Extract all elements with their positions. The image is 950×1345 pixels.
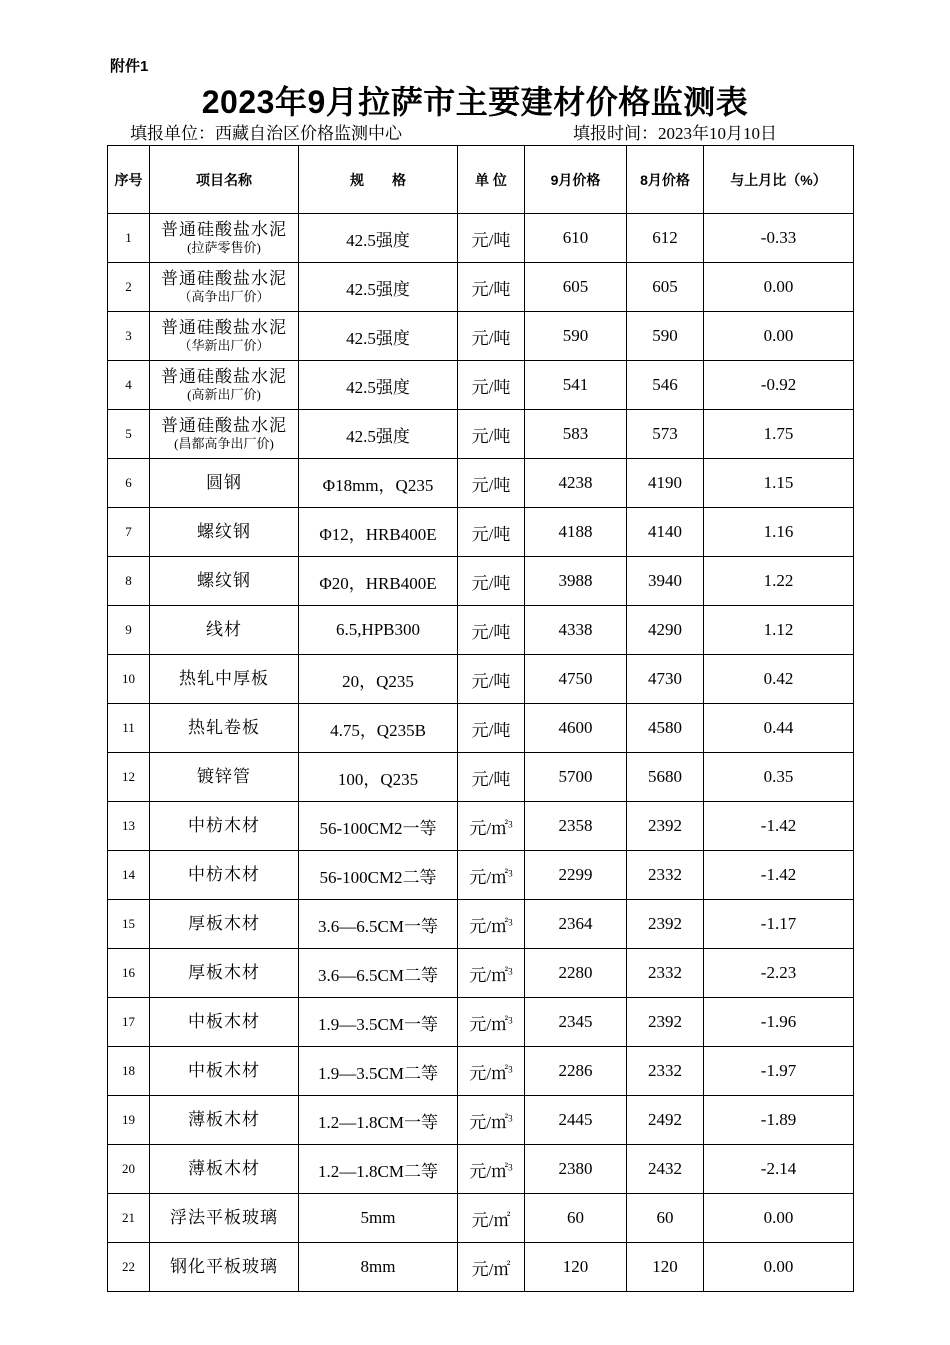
unit-cell [458,557,525,606]
item-name-cell [150,557,299,606]
unit-cell [458,1096,525,1145]
aug-price-cell: 2432 [627,1145,704,1194]
aug-price-cell: 4190 [627,459,704,508]
unit-superscript: 3 [508,1161,513,1172]
spec-cell: 8mm [299,1243,458,1292]
sep-price-cell: 4338 [525,606,627,655]
aug-price-cell: 4580 [627,704,704,753]
aug-price-cell: 605 [627,263,704,312]
table-row [108,949,854,998]
item-name: 浮法平板玻璃 [170,1208,278,1227]
unit-superscript: 3 [508,1063,513,1074]
sep-price-cell: 4600 [525,704,627,753]
table-row [108,1047,854,1096]
unit-superscript: 3 [508,818,513,829]
sep-price-cell: 590 [525,312,627,361]
mom-cell: 0.44 [704,704,854,753]
unit-superscript: 3 [508,1014,513,1025]
unit-text: 元/吨 [471,769,511,789]
table-row [108,606,854,655]
seq-cell: 15 [108,900,150,949]
unit-cell [458,949,525,998]
spec-cell: Φ12，HRB400E [299,508,458,557]
unit-cell [458,312,525,361]
unit-text: 元/吨 [471,328,511,348]
table-row [108,851,854,900]
item-name-cell [150,508,299,557]
item-name: 中板木材 [188,1012,260,1031]
spec-cell: 42.5强度 [299,410,458,459]
table-body [108,214,854,1292]
table-row [108,655,854,704]
unit-cell [458,263,525,312]
mom-cell: 1.22 [704,557,854,606]
sep-price-cell: 3988 [525,557,627,606]
item-name-cell [150,263,299,312]
unit-cell [458,410,525,459]
mom-cell: -1.89 [704,1096,854,1145]
sep-price-cell: 605 [525,263,627,312]
sep-price-cell: 60 [525,1194,627,1243]
spec-cell: 56-100CM2一等 [299,802,458,851]
item-name-cell [150,900,299,949]
mom-cell: 1.75 [704,410,854,459]
mom-cell: -2.23 [704,949,854,998]
mom-cell: -1.42 [704,851,854,900]
unit-text: 元/㎡ [469,916,509,936]
seq-cell: 18 [108,1047,150,1096]
spec-cell: 5mm [299,1194,458,1243]
table-header-row [108,146,854,214]
seq-cell: 22 [108,1243,150,1292]
mom-cell: 0.35 [704,753,854,802]
mom-cell: -0.92 [704,361,854,410]
table-row [108,1096,854,1145]
item-note: (高新出厂价) [187,387,261,402]
table-row [108,704,854,753]
aug-price-cell: 2492 [627,1096,704,1145]
spec-cell: 1.9—3.5CM二等 [299,1047,458,1096]
item-name-cell [150,312,299,361]
item-note: （华新出厂价） [178,338,270,353]
aug-price-cell: 573 [627,410,704,459]
aug-price-cell: 2392 [627,900,704,949]
table-row [108,900,854,949]
sep-price-cell: 541 [525,361,627,410]
unit-cell [458,214,525,263]
spec-cell: 42.5强度 [299,214,458,263]
mom-cell: 0.00 [704,1243,854,1292]
table-row [108,508,854,557]
unit-text: 元/吨 [471,573,511,593]
sep-price-cell: 4238 [525,459,627,508]
unit-text: 元/吨 [471,622,511,642]
mom-cell: -0.33 [704,214,854,263]
item-name-cell [150,606,299,655]
item-name-cell [150,410,299,459]
seq-cell: 21 [108,1194,150,1243]
item-name: 普通硅酸盐水泥 [161,367,287,386]
sep-price-cell: 2380 [525,1145,627,1194]
item-name-cell [150,1243,299,1292]
spec-cell: 42.5强度 [299,361,458,410]
item-name: 薄板木材 [188,1110,260,1129]
item-name-cell [150,655,299,704]
unit-cell [458,998,525,1047]
unit-text: 元/吨 [471,671,511,691]
sep-price-cell: 2286 [525,1047,627,1096]
mom-cell: -2.14 [704,1145,854,1194]
item-name-cell [150,998,299,1047]
reporting-unit: 填报单位：西藏自治区价格监测中心 [130,124,402,143]
aug-price-cell: 5680 [627,753,704,802]
aug-price-cell: 2332 [627,851,704,900]
item-name-cell [150,1047,299,1096]
item-name: 普通硅酸盐水泥 [161,318,287,337]
mom-cell: 1.12 [704,606,854,655]
seq-cell: 10 [108,655,150,704]
unit-text: 元/吨 [471,524,511,544]
mom-cell: -1.42 [704,802,854,851]
aug-price-cell: 2392 [627,998,704,1047]
spec-cell: 6.5,HPB300 [299,606,458,655]
table-row [108,214,854,263]
aug-price-cell: 60 [627,1194,704,1243]
seq-cell: 9 [108,606,150,655]
spec-cell: Φ20，HRB400E [299,557,458,606]
seq-cell: 13 [108,802,150,851]
mom-cell: 1.16 [704,508,854,557]
spec-cell: 42.5强度 [299,312,458,361]
unit-cell [458,704,525,753]
table-row [108,1194,854,1243]
seq-cell: 8 [108,557,150,606]
spec-cell: 1.9—3.5CM一等 [299,998,458,1047]
seq-cell: 20 [108,1145,150,1194]
item-name-cell [150,1096,299,1145]
unit-cell [458,1145,525,1194]
item-name: 薄板木材 [188,1159,260,1178]
unit-cell [458,655,525,704]
header-spec: 规 格 [299,146,458,214]
seq-cell: 17 [108,998,150,1047]
seq-cell: 5 [108,410,150,459]
sep-price-cell: 5700 [525,753,627,802]
aug-price-cell: 3940 [627,557,704,606]
aug-price-cell: 612 [627,214,704,263]
item-name-cell [150,1194,299,1243]
seq-cell: 7 [108,508,150,557]
unit-text: 元/㎡ [471,1210,511,1230]
unit-text: 元/吨 [471,230,511,250]
unit-text: 元/㎡ [469,965,509,985]
sep-price-cell: 2299 [525,851,627,900]
unit-cell [458,900,525,949]
unit-superscript: 3 [508,965,513,976]
spec-cell: 1.2—1.8CM二等 [299,1145,458,1194]
item-name: 中枋木材 [188,816,260,835]
seq-cell: 16 [108,949,150,998]
header-seq: 序号 [108,146,150,214]
unit-cell [458,606,525,655]
item-name-cell [150,753,299,802]
item-name: 螺纹钢 [197,522,251,541]
unit-cell [458,1243,525,1292]
item-name: 热轧中厚板 [179,669,269,688]
aug-price-cell: 546 [627,361,704,410]
seq-cell: 12 [108,753,150,802]
item-name-cell [150,459,299,508]
unit-cell [458,508,525,557]
item-name-cell [150,704,299,753]
unit-text: 元/㎡ [469,1063,509,1083]
header-aug-price: 8月价格 [627,146,704,214]
item-name: 螺纹钢 [197,571,251,590]
unit-superscript: 3 [508,867,513,878]
table-row [108,1243,854,1292]
sep-price-cell: 2345 [525,998,627,1047]
seq-cell: 14 [108,851,150,900]
table-row [108,263,854,312]
item-name: 钢化平板玻璃 [170,1257,278,1276]
aug-price-cell: 4290 [627,606,704,655]
unit-superscript: 3 [508,1112,513,1123]
item-note: (拉萨零售价) [187,240,261,255]
sep-price-cell: 4750 [525,655,627,704]
seq-cell: 2 [108,263,150,312]
unit-cell [458,753,525,802]
price-table [107,145,854,1292]
item-name: 普通硅酸盐水泥 [161,269,287,288]
reporting-time: 填报时间：2023年10月10日 [573,124,777,143]
item-name: 线材 [206,620,242,639]
aug-price-cell: 590 [627,312,704,361]
item-name-cell [150,1145,299,1194]
mom-cell: -1.97 [704,1047,854,1096]
header-mom: 与上月比（%） [704,146,854,214]
unit-cell [458,1194,525,1243]
item-name: 圆钢 [206,473,242,492]
unit-text: 元/吨 [471,720,511,740]
unit-cell [458,1047,525,1096]
item-name: 中板木材 [188,1061,260,1080]
spec-cell: 4.75，Q235B [299,704,458,753]
item-name: 热轧卷板 [188,718,260,737]
mom-cell: 0.00 [704,263,854,312]
seq-cell: 1 [108,214,150,263]
item-name: 普通硅酸盐水泥 [161,416,287,435]
seq-cell: 11 [108,704,150,753]
sep-price-cell: 2358 [525,802,627,851]
header-sep-price: 9月价格 [525,146,627,214]
unit-text: 元/㎡ [469,1014,509,1034]
unit-text: 元/吨 [471,426,511,446]
sep-price-cell: 4188 [525,508,627,557]
aug-price-cell: 4140 [627,508,704,557]
page-title: 2023年9月拉萨市主要建材价格监测表 [201,84,749,120]
item-note: （高争出厂价） [178,289,270,304]
table-row [108,459,854,508]
spec-cell: 20，Q235 [299,655,458,704]
spec-cell: 56-100CM2二等 [299,851,458,900]
sep-price-cell: 2364 [525,900,627,949]
sep-price-cell: 610 [525,214,627,263]
spec-cell: 3.6—6.5CM一等 [299,900,458,949]
item-name: 厚板木材 [188,914,260,933]
table-row [108,753,854,802]
sep-price-cell: 2445 [525,1096,627,1145]
spec-cell: 1.2—1.8CM一等 [299,1096,458,1145]
unit-superscript: 3 [508,916,513,927]
sep-price-cell: 120 [525,1243,627,1292]
aug-price-cell: 2332 [627,1047,704,1096]
table-row [108,410,854,459]
mom-cell: 0.42 [704,655,854,704]
mom-cell: 1.15 [704,459,854,508]
unit-text: 元/吨 [471,279,511,299]
aug-price-cell: 4730 [627,655,704,704]
mom-cell: -1.17 [704,900,854,949]
table-row [108,1145,854,1194]
item-note: (昌都高争出厂价) [174,436,274,451]
item-name-cell [150,802,299,851]
item-name-cell [150,361,299,410]
mom-cell: -1.96 [704,998,854,1047]
header-unit: 单 位 [458,146,525,214]
seq-cell: 4 [108,361,150,410]
unit-text: 元/㎡ [469,867,509,887]
mom-cell: 0.00 [704,1194,854,1243]
mom-cell: 0.00 [704,312,854,361]
item-name-cell [150,214,299,263]
unit-text: 元/㎡ [471,1259,511,1279]
spec-cell: Φ18mm，Q235 [299,459,458,508]
sep-price-cell: 583 [525,410,627,459]
sep-price-cell: 2280 [525,949,627,998]
item-name-cell [150,949,299,998]
table-row [108,802,854,851]
table-row [108,312,854,361]
unit-cell [458,802,525,851]
unit-cell [458,459,525,508]
unit-cell [458,851,525,900]
unit-text: 元/㎡ [469,1161,509,1181]
unit-cell [458,361,525,410]
header-name: 项目名称 [150,146,299,214]
unit-text: 元/吨 [471,475,511,495]
unit-text: 元/吨 [471,377,511,397]
spec-cell: 3.6—6.5CM二等 [299,949,458,998]
spec-cell: 100，Q235 [299,753,458,802]
table-row [108,557,854,606]
item-name: 厚板木材 [188,963,260,982]
unit-text: 元/㎡ [469,818,509,838]
aug-price-cell: 120 [627,1243,704,1292]
table-row [108,361,854,410]
unit-text: 元/㎡ [469,1112,509,1132]
item-name: 镀锌管 [197,767,251,786]
item-name-cell [150,851,299,900]
aug-price-cell: 2332 [627,949,704,998]
aug-price-cell: 2392 [627,802,704,851]
item-name: 中枋木材 [188,865,260,884]
seq-cell: 19 [108,1096,150,1145]
attachment-label: 附件1 [110,58,149,75]
table-row [108,998,854,1047]
seq-cell: 6 [108,459,150,508]
spec-cell: 42.5强度 [299,263,458,312]
seq-cell: 3 [108,312,150,361]
item-name: 普通硅酸盐水泥 [161,220,287,239]
